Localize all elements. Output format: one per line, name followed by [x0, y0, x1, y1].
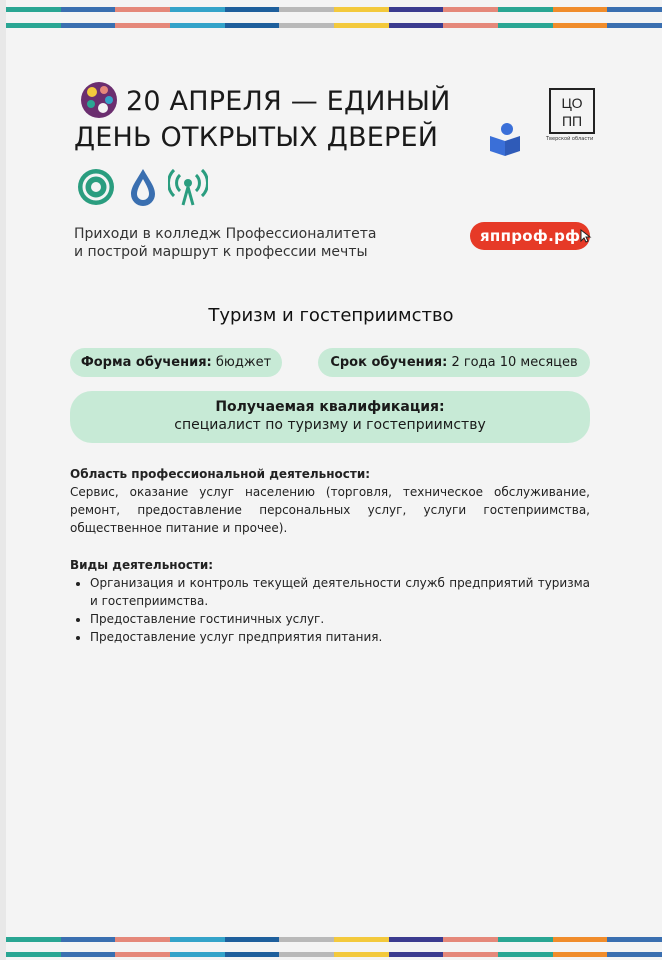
- qualification-badge: [70, 391, 590, 443]
- stripe-segment: [498, 7, 553, 12]
- bottom-color-stripe-2: [6, 952, 662, 957]
- stripe-segment: [389, 23, 444, 28]
- stripe-segment: [279, 7, 334, 12]
- activities-section: [70, 556, 590, 646]
- stripe-segment: [225, 937, 280, 942]
- stripe-segment: [279, 952, 334, 957]
- stripe-segment: [443, 952, 498, 957]
- stripe-segment: [6, 937, 61, 942]
- stripe-segment: [279, 937, 334, 942]
- event-header: [74, 80, 614, 265]
- stripe-segment: [115, 7, 170, 12]
- stripe-segment: [279, 23, 334, 28]
- tagline-line1: Приходи в колледж Профессионалитета: [74, 226, 377, 242]
- stripe-segment: [170, 952, 225, 957]
- stripe-segment: [115, 952, 170, 957]
- activities-list: [70, 574, 590, 646]
- stripe-segment: [389, 952, 444, 957]
- activities-heading: Виды деятельности:: [70, 558, 214, 572]
- direction-icons: [74, 167, 208, 207]
- stripe-segment: [61, 952, 116, 957]
- stripe-segment: [553, 7, 608, 12]
- stripe-segment: [61, 937, 116, 942]
- stripe-segment: [334, 23, 389, 28]
- stripe-segment: [553, 23, 608, 28]
- cursor-icon: [580, 229, 592, 243]
- stripe-segment: [6, 7, 61, 12]
- stripe-segment: [115, 23, 170, 28]
- stripe-segment: [225, 7, 280, 12]
- stripe-segment: [170, 937, 225, 942]
- logo-text-bottom: ПП: [561, 113, 583, 129]
- activity-item: • Предоставление услуг предприятия питания.: [90, 628, 590, 646]
- signal-tower-icon: [168, 167, 208, 207]
- event-title: [74, 84, 451, 156]
- stripe-segment: [334, 7, 389, 12]
- tree-rings-icon: [74, 167, 118, 207]
- stripe-segment: [115, 937, 170, 942]
- specialty-title: Туризм и гостеприимство: [208, 305, 454, 326]
- stripe-segment: [170, 23, 225, 28]
- stripe-segment: [61, 7, 116, 12]
- stripe-segment: [225, 952, 280, 957]
- logo-text-top: ЦО: [561, 95, 583, 111]
- logo-region: Тверской области: [546, 136, 594, 142]
- drop-icon: [128, 167, 158, 207]
- professional-area-text: Сервис, оказание услуг населению (торговля, техническое обслуживание, ремонт, предоставление персональных услуг, услуги гостеприимства, общественное питание и прочее).: [70, 485, 590, 535]
- stripe-segment: [389, 7, 444, 12]
- professional-area-section: [70, 465, 590, 537]
- stripe-segment: [6, 23, 61, 28]
- study-form-value: бюджет: [215, 355, 272, 370]
- stripe-segment: [553, 937, 608, 942]
- activity-item: • Предоставление гостиничных услуг.: [90, 610, 590, 628]
- stripe-segment: [498, 23, 553, 28]
- stripe-segment: [334, 952, 389, 957]
- study-term-value: 2 года 10 месяцев: [451, 355, 578, 370]
- event-title-line1: 20 АПРЕЛЯ — ЕДИНЫЙ: [126, 86, 451, 117]
- tagline: [74, 225, 376, 261]
- stripe-segment: [443, 23, 498, 28]
- stripe-segment: [607, 23, 662, 28]
- qualification-label: Получаемая квалификация:: [215, 399, 445, 415]
- study-form-label: Форма обучения:: [80, 355, 212, 370]
- stripe-segment: [61, 23, 116, 28]
- stripe-segment: [607, 937, 662, 942]
- page-edge: [0, 0, 6, 960]
- stripe-segment: [553, 952, 608, 957]
- stripe-segment: [6, 952, 61, 957]
- stripe-segment: [607, 7, 662, 12]
- study-form-badge: [70, 348, 282, 377]
- stripe-segment: [334, 937, 389, 942]
- bottom-color-stripe: [6, 937, 662, 942]
- top-color-stripe: [6, 7, 662, 12]
- stripe-segment: [389, 937, 444, 942]
- activity-item: • Организация и контроль текущей деятельности служб предприятий туризма и гостеприимства.: [90, 574, 590, 610]
- stripe-segment: [225, 23, 280, 28]
- top-color-stripe-2: [6, 23, 662, 28]
- stripe-segment: [607, 952, 662, 957]
- stripe-segment: [170, 7, 225, 12]
- qualification-value: специалист по туризму и гостеприимству: [174, 417, 486, 433]
- study-term-badge: [318, 348, 590, 377]
- event-title-line2: ДЕНЬ ОТКРЫТЫХ ДВЕРЕЙ: [74, 122, 439, 153]
- copp-logo: [549, 88, 595, 134]
- professional-area-heading: Область профессиональной деятельности:: [70, 467, 371, 481]
- study-term-label: Срок обучения:: [330, 355, 448, 370]
- stripe-segment: [498, 952, 553, 957]
- stripe-segment: [498, 937, 553, 942]
- tagline-line2: и построй маршрут к профессии мечты: [74, 244, 368, 260]
- stripe-segment: [443, 7, 498, 12]
- open-book-icon: [487, 122, 523, 158]
- stripe-segment: [443, 937, 498, 942]
- site-link-button[interactable]: яппроф.рф: [470, 222, 590, 250]
